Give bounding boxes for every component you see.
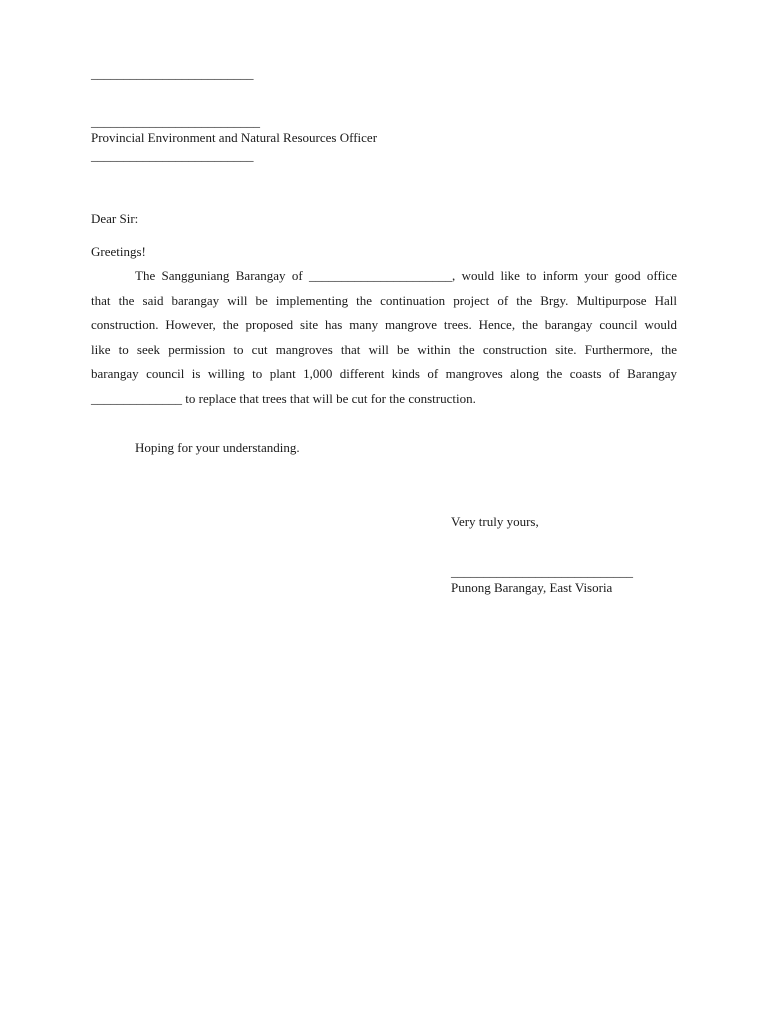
body-paragraph (91, 264, 677, 411)
body-line: that the said barangay will be implementing the continuation project of the Brgy. Multipurpose Hall (91, 292, 677, 308)
body-line: barangay council is willing to plant 1,000 different kinds of mangroves along the coasts of Barangay (91, 366, 677, 381)
body-line: ______________ to replace that trees that will be cut for the construction. (91, 390, 476, 406)
addressee-name-blank: _________________________ (91, 66, 254, 81)
body-line: construction. However, the proposed site has many mangrove trees. Hence, the barangay council would (91, 317, 677, 332)
salutation: Dear Sir: (91, 211, 139, 226)
addressee-address-blank: _________________________ (91, 148, 254, 163)
body-line (91, 264, 677, 289)
addressee-title: Provincial Environment and Natural Resources Officer (91, 130, 378, 145)
greeting: Greetings! (91, 244, 146, 259)
closing-paragraph: Hoping for your understanding. (135, 440, 300, 455)
signature-line: ____________________________ (451, 564, 633, 579)
signer-title: Punong Barangay, East Visoria (451, 580, 613, 595)
body-line-text: The Sangguniang Barangay of ______________________, would like to inform your good office (135, 268, 677, 283)
addressee-name-blank-2: __________________________ (91, 114, 260, 129)
body-line: like to seek permission to cut mangroves that will be within the construction site. Furthermore, the (91, 341, 677, 357)
complimentary-close: Very truly yours, (451, 514, 539, 529)
